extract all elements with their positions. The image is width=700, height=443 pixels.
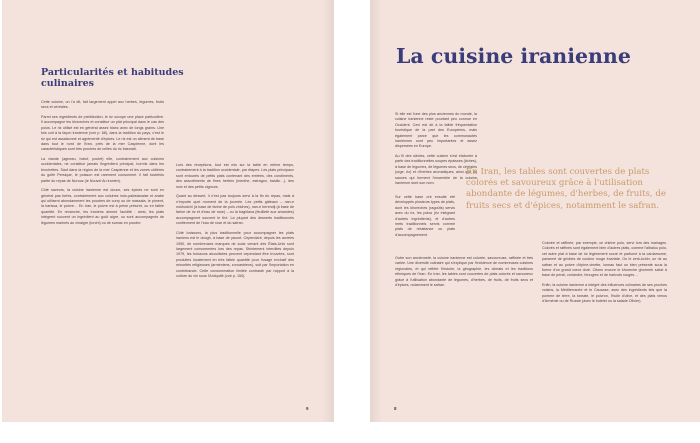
right-column-2 [395,256,533,293]
paragraph: Côté boissons, la plus traditionnelle pour accompagner les plats iraniens est le doogh, à base de yaourt. Cependant, depuis les années 1950, de nombreuses marques de soda venant des États-Unis sont largement consommées lors des repas. Strictement interdites depuis 1979, les boissons alcoolisées peuvent cependant être trouvées, sont produites localement en très faible quantité pour l'usage exclusif des minorités religieuses (arméniens, zoroastriens), soit par l'importation en contrebande. Cette consommation limitée contraste par rapport à la culture du vin sous l'Antiquité (voir p. 150). [176,230,294,279]
gutter-shadow [322,0,334,422]
left-column-2 [176,163,294,284]
page-title: La cuisine iranienne [396,44,631,68]
paragraph: Outre son ancienneté, la cuisine iranienne est colorée, savoureuse, raffinée et très variée. Une diversité culinaire qui s'explique par l'existence de nombreuses cuisines régionales, et qui reflète l'histoire, la géographie, les climats et les traditions ethniques de l'Iran. En Iran, les tables sont couvertes de plats colorés et savoureux grâce à l'utilisation abondante de légumes, d'herbes, de fruits, de fruits secs et d'épices, notamment le safran. [395,256,533,288]
right-page [370,0,700,422]
page-number: 8 [394,406,397,411]
right-column-3 [542,241,667,309]
left-page [2,0,334,422]
paragraph: Au fil des siècles, cette cuisine s'est élaborée à partir des traditionnelles soupes épaisses (âches), à base de légumes, de légumes secs, de céréales (orge, riz) et d'herbes aromatiques, ainsi que de sauces qui forment l'ensemble de la cuisine iranienne dont son nom. [395,154,477,186]
paragraph: Sur cette base ont ensuite été développés plusieurs types de plats, dont les khoreches (ragoûts) servis avec du riz, les polos (riz intégrant d'autres ingrédients), et d'autres mets traditionnels servis comme plats de résistance ou plats d'accompagnement. [395,195,455,237]
paragraph: Lors des réceptions, tout est mis sur la table en même temps, contrairement à la tradition occidentale, par étapes. Les plats principaux sont entourés de petits plats contenant des entrées, des condiments, des assortiments de fines herbes (menthe, estragon, basilic…), des noix et des petits oignons. [176,163,294,189]
right-column-narrow [395,195,455,242]
paragraph: Cette cuisine, on l'a dit, fait largement appel aux herbes, légumes, fruits secs et céréales. [41,100,164,110]
pull-quote: En Iran, les tables sont couvertes de plats colorés et savoureux grâce à l'utilisation abondante de légumes, d'herbes, de fruits, de fruits secs et d'épices, notamment le safran. [466,167,666,211]
paragraph: Côté saveurs, la cuisine iranienne est douce, ses épices ne sont en général pas fortes, contrairement aux cuisines indo-pakistanaise et arabe qui utilisent abondamment les poudres de curry ou de massala, le piment, la harissa, le poivre… En Iran, le poivre est à peine présent, ou en faible quantité. En revanche, les Iraniens aiment l'acidité : ainsi, les plats intègrent souvent un ingrédient au goût aigre, ou sont accompagnés de légumes marinés au vinaigre (torchi) ou de sumac en poudre. [41,188,164,225]
paragraph: Colorée et raffinée, par exemple, ce chirine polo, servi lors des mariages. Colorés et raffinés sont également bien d'autres plats, comme l'albalou polo, cet autre plat à base de riz légèrement sucré et parfumé à la cardamome, parsemé de griottes de couleur rouge écarlate. Ou le zerk-kchin, un riz au safran et au poivre d'épine-vinette, loneau faut ou bien présenté sous la forme d'un grand cœur doré. Citons encore le khoreche ghormeh sabzi à base de persil, coriandre, fenugrec et de haricots rouges… [542,241,667,278]
paragraph: La viande (agneau, bœuf, poulet) elle, contrairement aux cuisines occidentales, ne constitue jamais l'ingrédient principal, hormis dans les brochettes. Sauf dans la région de la mer Caspienne et les zones côtières du golfe Persique, le poisson est rarement consommé. Il fait toutefois partie du repas de Norouz (le Nouvel An iranien). [41,157,164,183]
paragraph: Parmi ses ingrédients de prédilection, le riz occupe une place particulière. Il accompagne les khoreches et constitue un plat principal dans le cas des polos. Le riz utilisé est en général assez blanc avec de longs grains. Une fois cuit à la façon iranienne (voir p. 68), dans la tradition du pays, c'est le riz qui est assaisonné et agrémenté d'épices. Le riz est un aliment de base dans tout le nord de l'Iran, près de la mer Caspienne, dont les caractéristiques sont très proches de celles du riz basmati. [41,115,164,152]
paragraph: Enfin, la cuisine iranienne a intégré des influences culinaires de ses proches voisins, la Méditerranée et le Caucase, avec des ingrédients tels que la pomme de terre, la tomate, le poivron, l'huile d'olive, et des plats venus d'Arménie ou de Russie (avec le kotelet ou la salade Olivier). [542,283,667,304]
page-number: 9 [306,406,309,411]
right-column-intro [395,112,477,191]
paragraph: Si elle est l'une des plus anciennes du monde, la cuisine iranienne reste pourtant peu connue en Occident. Ceci est dû à la faible fréquentation touristique de la part des Européens, mais également parce que les communautés iraniennes sont peu importantes et assez dispersées en Europe. [395,112,477,149]
left-column-1 [41,100,164,230]
gutter-shadow [370,0,382,422]
paragraph: Quant au dessert, il n'est pas toujours servi à la fin du repas, mais à n'importe quel moment de la journée. Les petits gâteaux – nan-e nokhodchi (à base de farine de pois chiches), nan-e berendji (à base de farine de riz et d'eau de rose) – ou la baghlava (feuilleté aux amandes) accompagnent souvent le thé. La plupart des desserts traditionnels contiennent de l'eau de rose et du safran. [176,194,294,226]
section-heading: Particularités et habitudes culinaires [41,67,184,89]
